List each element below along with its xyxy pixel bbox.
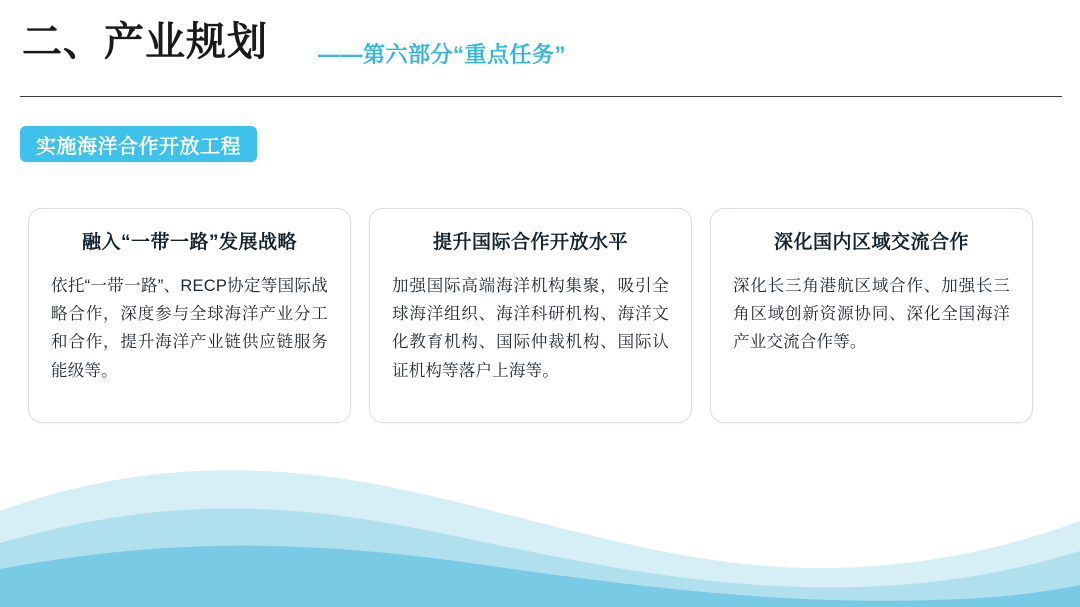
card-item	[28, 208, 351, 423]
card-title: 深化国内区域交流合作	[773, 232, 969, 253]
page-title: 二、产业规划	[22, 20, 268, 64]
card-list	[28, 208, 1034, 423]
card-item	[369, 208, 692, 423]
slide-header	[0, 0, 1080, 100]
section-tag-label: 实施海洋合作开放工程	[36, 135, 241, 158]
card-body: 加强国际高端海洋机构集聚，吸引全球海洋组织、海洋科研机构、海洋文化教育机构、国际仲裁机构、国际认证机构等落户上海等。	[392, 276, 669, 380]
card-item	[710, 208, 1033, 423]
card-body: 依托“一带一路”、RECP协定等国际战略合作，深度参与全球海洋产业分工和合作，提升海洋产业链供应链服务能级等。	[51, 276, 328, 380]
section-tag	[20, 126, 257, 162]
card-title: 提升国际合作开放水平	[432, 232, 628, 253]
wave-decoration	[0, 447, 1080, 607]
header-divider	[20, 96, 1062, 97]
card-body: 深化长三角港航区域合作、加强长三角区域创新资源协同、深化全国海洋产业交流合作等。	[733, 276, 1010, 352]
card-title: 融入“一带一路”发展战略	[81, 232, 297, 253]
page-subtitle: ——第六部分“重点任务”	[318, 42, 567, 67]
